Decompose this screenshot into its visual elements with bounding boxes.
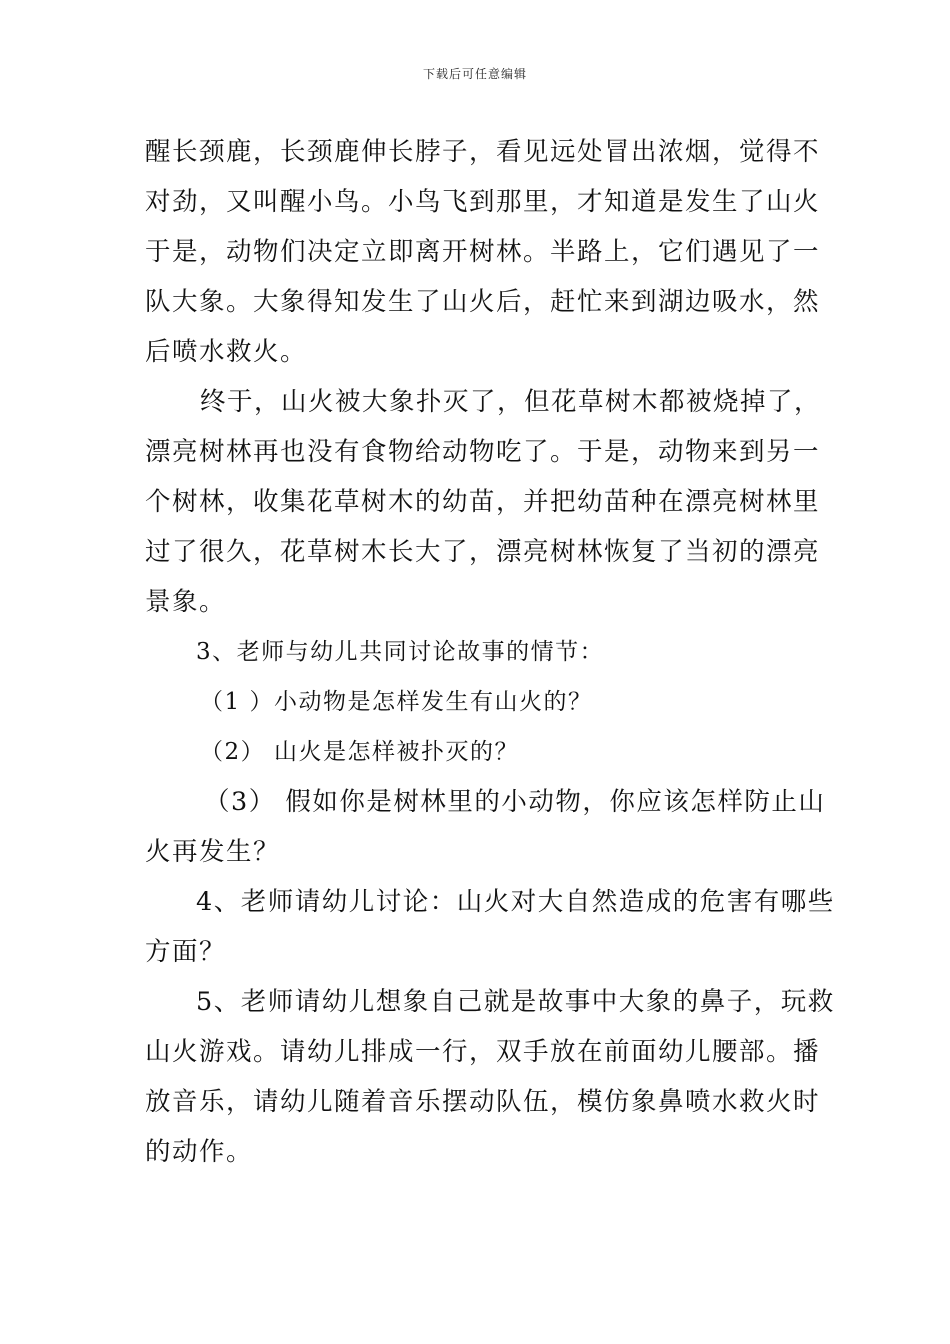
body-line: 过了很久，花草树木长大了，漂亮树林恢复了当初的漂亮: [145, 537, 821, 567]
body-line: 方面？: [145, 937, 227, 967]
body-line: 的动作。: [145, 1137, 254, 1167]
body-line: 山火游戏。请幼儿排成一行，双手放在前面幼儿腰部。播: [145, 1037, 821, 1067]
body-line: 个树林，收集花草树木的幼苗，并把幼苗种在漂亮树林里: [145, 487, 821, 517]
body-line: 醒长颈鹿，长颈鹿伸长脖子，看见远处冒出浓烟，觉得不: [145, 137, 821, 167]
body-line: （1 ）小动物是怎样发生有山火的？: [200, 689, 593, 715]
body-line: 后喷水救火。: [145, 337, 308, 367]
body-line: 终于，山火被大象扑灭了，但花草树木都被烧掉了，: [200, 387, 822, 417]
body-line: 对劲，又叫醒小鸟。小鸟飞到那里，才知道是发生了山火: [145, 187, 821, 217]
body-line: 漂亮树林再也没有食物给动物吃了。于是，动物来到另一: [145, 437, 821, 467]
body-line: 火再发生？: [145, 837, 281, 867]
body-line: （2） 山火是怎样被扑灭的？: [200, 739, 519, 765]
body-line: 3、老师与幼儿共同讨论故事的情节：: [196, 639, 605, 665]
body-line: （3） 假如你是树林里的小动物，你应该怎样防止山: [204, 787, 826, 817]
body-line: 5、老师请幼儿想象自己就是故事中大象的鼻子，玩救: [196, 987, 835, 1017]
page-header: 下载后可任意编辑: [422, 67, 527, 81]
body-line: 景象。: [145, 587, 227, 617]
body-line: 4、老师请幼儿讨论：山火对大自然造成的危害有哪些: [196, 887, 835, 917]
body-line: 于是，动物们决定立即离开树林。半路上，它们遇见了一: [145, 237, 821, 267]
body-line: 队大象。大象得知发生了山火后，赶忙来到湖边吸水，然: [145, 287, 821, 317]
body-line: 放音乐，请幼儿随着音乐摆动队伍，模仿象鼻喷水救火时: [145, 1087, 821, 1117]
